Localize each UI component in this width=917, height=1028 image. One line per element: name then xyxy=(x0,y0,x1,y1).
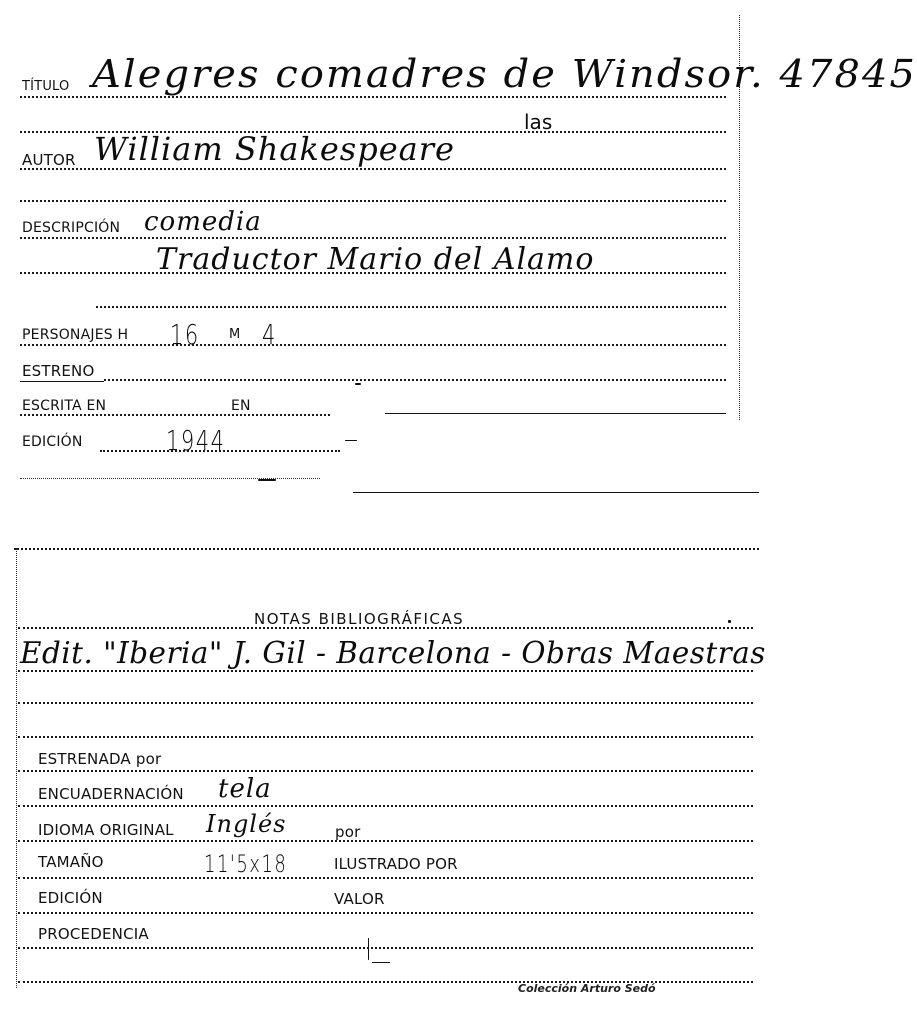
card-bottom-left-edge xyxy=(16,548,17,988)
titulo-rule xyxy=(20,96,726,98)
idioma-rule xyxy=(18,840,753,842)
procedencia-label: PROCEDENCIA xyxy=(38,925,149,943)
estrenada-rule xyxy=(18,770,753,772)
estrenada-label: ESTRENADA por xyxy=(38,750,162,768)
tamano-label: TAMAÑO xyxy=(38,853,104,871)
notas-value: Edit. "Iberia" J. Gil - Barcelona - Obras Maestras xyxy=(20,636,766,671)
edicion-label: EDICIÓN xyxy=(22,434,83,450)
escrita-label: ESCRITA EN xyxy=(22,398,107,414)
edicion-rule xyxy=(100,450,340,452)
traductor-value: Traductor Mario del Alamo xyxy=(156,242,595,277)
notas-rule-3 xyxy=(18,736,753,738)
blank-rule-3 xyxy=(96,306,726,308)
notas-rule-1 xyxy=(18,670,753,672)
scan-speck xyxy=(355,383,361,385)
edicion-value: 1944 xyxy=(166,424,226,457)
scan-speck xyxy=(345,440,357,441)
encuadernacion-rule xyxy=(18,805,753,807)
scan-speck xyxy=(368,938,369,960)
idioma-label: IDIOMA ORIGINAL xyxy=(38,821,174,839)
titulo-label: TÍTULO xyxy=(22,79,70,94)
personajes-label: PERSONAJES H xyxy=(22,327,129,343)
en-label: EN xyxy=(231,398,251,414)
por-label: por xyxy=(335,823,361,841)
scan-speck xyxy=(258,479,276,481)
card-top-bottom-edge xyxy=(353,492,759,493)
escrita-rule xyxy=(20,414,330,416)
descripcion-rule xyxy=(20,237,726,239)
traductor-rule xyxy=(20,272,726,274)
titulo-value: Alegres comadres de Windsor. 47845 xyxy=(92,52,917,96)
notas-rule-2 xyxy=(18,702,753,704)
titulo-insert: las xyxy=(524,110,553,134)
notas-label: NOTAS BIBLIOGRÁFICAS xyxy=(254,610,465,628)
autor-label: AUTOR xyxy=(22,151,76,169)
card-bottom-top-edge xyxy=(14,548,759,550)
autor-value: William Shakespeare xyxy=(94,130,455,168)
estreno-label: ESTRENO xyxy=(22,362,95,380)
encuadernacion-label: ENCUADERNACIÓN xyxy=(38,785,184,803)
estreno-rule xyxy=(104,379,726,381)
valor-label: VALOR xyxy=(334,890,385,908)
blank-rule-2 xyxy=(20,200,726,202)
coleccion-stamp: Colección Arturo Sedó xyxy=(518,982,656,995)
procedencia-rule xyxy=(18,947,753,949)
estreno-underline xyxy=(20,381,104,382)
edicion-bottom-label: EDICIÓN xyxy=(38,889,103,907)
personajes-h-value: 16 xyxy=(170,318,200,351)
descripcion-label: DESCRIPCIÓN xyxy=(22,220,121,236)
tamano-value: 11'5x18 xyxy=(204,850,288,878)
descripcion-value: comedia xyxy=(144,207,262,237)
scan-speck xyxy=(728,620,731,623)
personajes-m-label: M xyxy=(229,327,241,342)
idioma-value: Inglés xyxy=(206,810,287,838)
personajes-m-value: 4 xyxy=(262,318,277,351)
ilustrado-label: ILUSTRADO POR xyxy=(334,855,458,873)
autor-rule xyxy=(20,168,726,170)
edicion-bottom-rule xyxy=(18,912,753,914)
tamano-rule xyxy=(18,877,753,879)
notas-rule-top xyxy=(18,627,753,629)
escrita-rule-right xyxy=(385,413,726,414)
personajes-rule xyxy=(20,344,726,346)
encuadernacion-value: tela xyxy=(218,774,272,804)
scan-speck xyxy=(372,962,390,963)
